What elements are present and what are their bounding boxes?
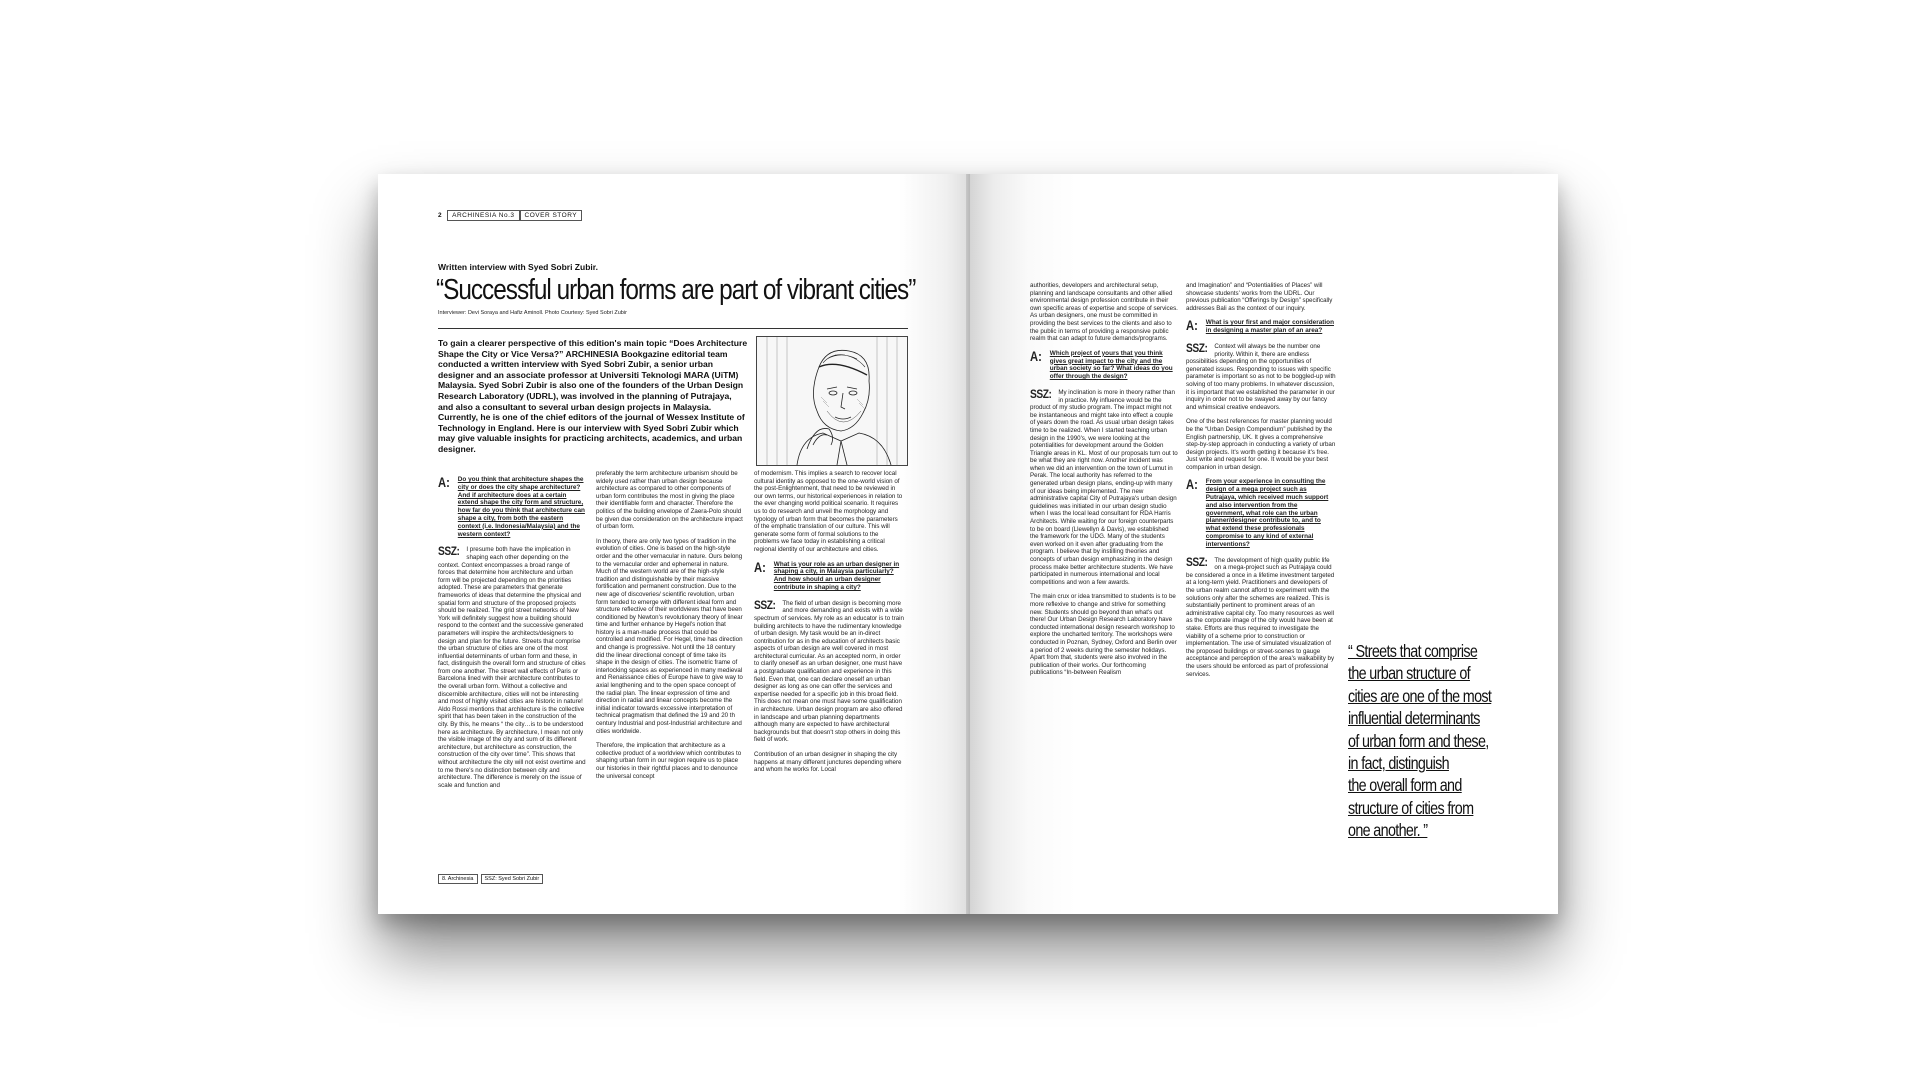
left-column-2 [596, 470, 744, 787]
footer-tag-publication: 8. Archinesia [438, 874, 478, 884]
pull-quote-line: one another. ” [1348, 820, 1428, 841]
footer-tag-interviewee: SSZ: Syed Sobri Zubir [481, 874, 544, 884]
question-marker: A: [1186, 317, 1198, 334]
kicker: Written interview with Syed Sobri Zubir. [438, 262, 598, 272]
question-text: Which project of yours that you think gives great impact to the city and the urban society so far? What ideas do you offer through the design? [1049, 349, 1173, 381]
answer-text: My inclination is more in theory rather than in practice. My influence would be the product of my studio program. The impact might not be instantaneous and might take into effect a couple of years down the road. As usual urban design takes time to be realized. When I started teaching urban design in the 1990's, we were looking at the potentialities for development around the Golden Triangle areas in KL. Most of our proposals turn out to be what they are right now. Another incident was when we did an intervention on the town of Lumut in Perak. The local authority has referred to the generated urban design plans, ending-up with many of our ideas being implemented. The new administrative capital City of Putrajaya's urban design guidelines was initiated in our urban design studio when I was the local lead consultant for RDA Harris Architects. While waiting for our foreign counterparts to be on board (Llewellyn & Davis), we established the framework for the UDG. Many of the students even worked on it even after graduating from the program. I believe that by instilling theories and concepts of urban design emphasizing in the design process make better architecture students. We have participated in numerous international and local competitions and won a few awards. [1030, 388, 1178, 586]
paragraph: In theory, there are only two types of tradition in the evolution of cities. One is based on the high-style order and the other vernacular in nature. Ours belong to the vernacular order and ephemeral in nature. Much of the western world are of the high-style tradition and distinguishable by their massive fortification and permanent construction. Due to the new age of discoveries/ scientific revolution, urban form tended to emerge with different ideal form and structure reflective of their worldviews that have been conditioned by Newton's revolutionary theory of linear time and further enhance by Hegel's notion that history is a man-made process that could be controlled and modified. For Hegel, time has direction and change is progressive. Not until the 18 century did the linear directional concept of time take its shape in the design of cities. The isometric frame of interlocking spaces as experienced in many medieval and Renaissance cities of Europe have to give way to axial lengthening and to the open space concept of the radial plan. The linear expression of time and direction in radial and linear concepts become the initial indicator towards excessive interpretation of technical pragmatism that defined the 19 and 20 th century Industrial and post-Industrial architecture and cities worldwide. [596, 537, 743, 735]
page-footer [438, 874, 543, 884]
answer-text: The field of urban design is becoming more and more demanding and exists with a wide spectrum of services. My role as an educator is to train building architects to have the rudimentary knowledge of urban design. My task would be an in-direct contribution for as in the education of architects basic aspects of urban design are well covered in most architectural curricular. As an accepted norm, in order to clarify oneself as an urban designer, one must have a postgraduate qualification and experience in this field. Even that, one can declare oneself an urban designer as long as one can offer the services and expertise needed for a specific job in this broad field. This does not mean one must have some qualification in architecture. Urban design program are also offered in landscape and urban planning departments although many are expected to have architectural backgrounds but that doesn't stop others in doing this field of work. [754, 599, 904, 744]
left-page [378, 174, 970, 914]
portrait-illustration [756, 336, 908, 466]
pull-quote-line: structure of cities from [1348, 797, 1474, 818]
question-text: What is your first and major consideration in designing a master plan of an area? [1205, 319, 1334, 335]
question-marker: A: [438, 474, 450, 490]
question-marker: A: [754, 558, 766, 575]
question-marker: A: [1030, 347, 1042, 364]
pull-quote [1348, 640, 1492, 842]
title-rule [438, 328, 908, 329]
paragraph: Contribution of an urban designer in shaping the city happens at many different junctures depending where and whom he works for. Local [754, 751, 902, 774]
paragraph: preferably the term architecture urbanism should be widely used rather than urban design because architecture as compared to other components of urban form contributes the most in giving the place their identifiable form and character. Therefore the politics of the building envelope of Zaera-Polo should be given due consideration on the architecture impact of urban form. [596, 470, 743, 531]
paragraph: Therefore, the implication that architecture as a collective product of a worldview which contributes to shaping urban form in our region require us to place our histories in their rightful places and to denounce the universal concept [596, 742, 742, 780]
answer-text: I presume both have the implication in shaping each other depending on the context. Context encompasses a broad range of forces that determine how architecture and urban form will be projected depending on the priorities adopted. These are parameters that generate frameworks of ideas that determine the physical and spatial form and structure of the proposed projects should be realized. The grid street networks of New York will definitely suggest how a building should respond to the context and the successive generated parameters will inspire the architects/designers to design and plan for the future. Streets that comprise the urban structure of cities are one of the most influential determinants of urban form and these, in fact, distinguish the overall form and structure of cities from one another. The street wall effects of Paris or Barcelona lined with their architecture contributes to the overall urban form. Without a collective and discernible architecture, cities will not be interesting and most of highly visited cities are historic in nature! Aldo Rossi mentions that architecture is the collective spirit that has been taken in the construction of the city. By this, he means “ the city…is to be understood here as architecture. By architecture, I mean not only the visible image of the city and sum of its different architecture, but architecture as construction, the construction of the city over time”. This shows that without architecture the city will not exist overtime and to me there's no distinction between city and architecture. The difference is merely on the issue of scale and function and [438, 546, 586, 789]
right-column-2 [1186, 282, 1336, 685]
answer-block [754, 597, 904, 744]
pull-quote-line: of urban form and these, [1348, 730, 1489, 751]
answer-marker: SSZ: [1186, 554, 1208, 569]
question-block [1186, 478, 1336, 548]
pull-quote-line: cities are one of the most [1348, 685, 1492, 706]
question-block [438, 476, 586, 538]
answer-marker: SSZ: [1186, 340, 1208, 355]
left-column-1 [438, 470, 586, 796]
paragraph: authorities, developers and architectural setup, planning and landscape consultants and other allied environmental design profession contribute in their own specific areas of expertise and scope of services. As urban designers, one must be committed in providing the best services to the clients and also to the public in terms of providing a responsive public realm that can adapt to future demands/programs. [1030, 282, 1178, 343]
question-text: From your experience in consulting the design of a mega project such as Putrajaya, which received much support and also intervention from the government, what role can the urban planner/designer contribute to, and to what extend these professionals compromise to any kind of external interventions? [1205, 478, 1329, 548]
pull-quote-line: in fact, distinguish [1348, 753, 1449, 774]
question-block [1186, 319, 1336, 335]
answer-block [1186, 554, 1336, 679]
answer-marker: SSZ: [1030, 386, 1052, 401]
pull-quote-line: “ Streets that comprise [1348, 641, 1478, 661]
paragraph: One of the best references for master planning would be the “Urban Design Compendium” published by the English partnership, UK. It gives a comprehensive step-by-step approach in conducting a variety of urban design projects. It's worth getting it because it's free. Just write and request for one. It would be your best companion in urban design. [1186, 418, 1336, 471]
paragraph: and Imagination” and “Potentialities of Places” will showcase students' works from the UDRL. Our previous publication “Offerings by Design” specifically addresses Bali as the context of our inquiry. [1186, 282, 1333, 312]
answer-block [1030, 386, 1178, 586]
magazine-spread [378, 174, 1558, 914]
paragraph: The main crux or idea transmitted to students is to be more reflexive to change and strive for something new. Students should go beyond than what's out there! Our Urban Design Research Laboratory have conducted international design research workshop to explore the uncharted territory. The workshops were conducted in Poznan, Sydney, Oxford and Berlin over a period of 2 weeks during the semester holidays. Apart from that, students were also involved in the publication of their works. Our forthcoming publications “In-between Realism [1030, 593, 1177, 677]
question-marker: A: [1186, 476, 1198, 493]
answer-marker: SSZ: [438, 544, 460, 559]
paragraph: of modernism. This implies a search to recover local cultural identity as opposed to the one-world vision of the post-Enlightenment, that need to be reviewed in our own terms, our historical experiences in relation to the ever changing world political scenario. It requires us to do research and unveil the morphology and typology of urban form that becomes the parameters of the emphatic translation of our culture. This will generate some form of formal solutions to the problems we face today in establishing a critical regional identity of our architecture and cities. [754, 470, 903, 553]
running-header [438, 210, 582, 221]
pull-quote-line: the urban structure of [1348, 663, 1470, 684]
page-number: 2 [438, 212, 443, 219]
answer-block [1186, 340, 1336, 411]
question-text: What is your role as an urban designer in shaping a city, in Malaysia particularly? And how should an urban designer contribute in shaping a city? [773, 560, 900, 591]
answer-text: Context will always be the number one priority. Within it, there are endless possibilities depending on the opportunities of generated issues. Responding to issues with specific parameter is important so as not to be boggled-up with solving of too many problems. In whatever discussion, it is important that we established the parameter in our inquiry in order not to be swayed away by our fancy and whimsical creative endeavors. [1186, 342, 1336, 411]
publication-label: ARCHINESIA No.3 [447, 210, 519, 221]
right-column-1 [1030, 282, 1178, 684]
answer-block [438, 546, 586, 789]
question-block [1030, 347, 1178, 381]
question-block [754, 558, 904, 592]
answer-text: The development of high quality public life on a mega-project such as Putrajaya could be considered a once in a lifetime investment targeted at a long-term yield. Practitioners and developers of the urban realm cannot afford to experiment with the solutions only after the schemes are realized. This is substantially pertinent to prominent areas of an administrative capital city. Too many resources as well as the corporate image of the city would have been at stake. Efforts are thus required to investigate the viability of a scheme prior to construction or implementation. The use of simulated visualization of the proposed buildings or street-scenes to gauge acceptance and perception of the area's walkability by the users should be enforced as part of professional services. [1186, 556, 1335, 678]
section-label: COVER STORY [520, 210, 583, 221]
portrait-sketch [757, 337, 907, 465]
pull-quote-line: influential determinants [1348, 708, 1480, 729]
credits-line: Interviewer: Devi Soraya and Hafiz Aminoll. Photo Courtesy: Syed Sobri Zubir [438, 310, 627, 316]
lead-paragraph: To gain a clearer perspective of this edition's main topic “Does Architecture Shape the City or Vice Versa?” ARCHINESIA Bookgazine editorial team conducted a written interview with Syed Sobri Zubir, a senior urban designer and an associate professor at Universiti Teknologi MARA (UiTM) Malaysia. Syed Sobri Zubir is also one of the founders of the Urban Design Research Laboratory (UDRL), was involved in the planning of Putrajaya, and also a consultant to several urban design projects in Malaysia. Currently, he is one of the chief editors of the journal of Wessex Institute of Technology in England. Here is our interview with Syed Sobri Zubir which may give valuable insights for practicing architects, academics, and urban designer. [438, 338, 748, 454]
article-title: “Successful urban forms are part of vibrant cities” [436, 274, 916, 306]
pull-quote-line: the overall form and [1348, 775, 1462, 796]
question-text: Do you think that architecture shapes the city or does the city shape architecture? And if architecture does at a certain extend shape the city form and structure, how far do you think that architecture can shape a city, from both the eastern context (i.e. Indonesia/Malaysia) and the western context? [457, 476, 585, 538]
answer-marker: SSZ: [754, 597, 776, 612]
left-column-3 [754, 470, 904, 781]
